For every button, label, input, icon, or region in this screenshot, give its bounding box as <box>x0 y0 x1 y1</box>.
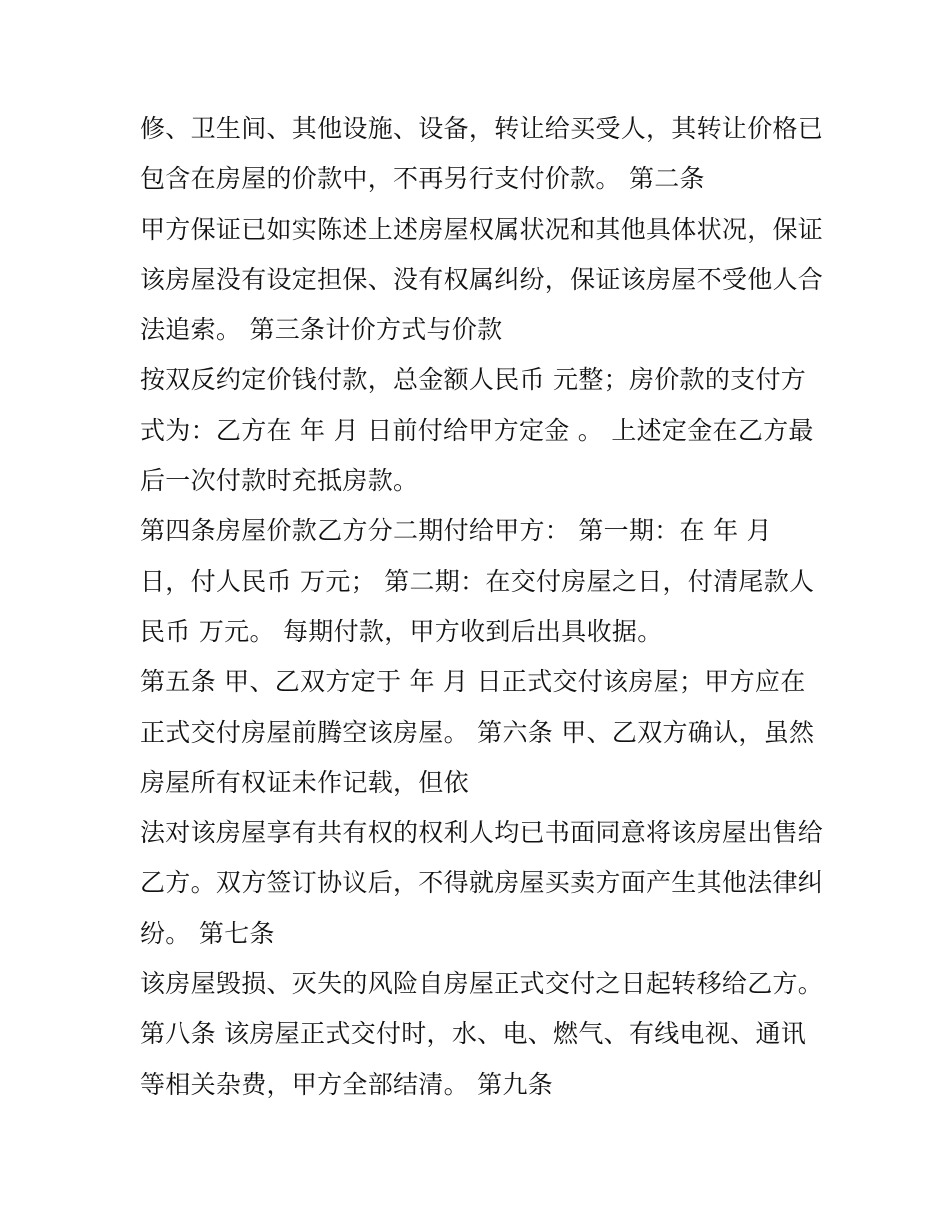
text-line: 该房屋没有设定担保、没有权属纠纷，保证该房屋不受他人合 <box>140 264 824 294</box>
text-line: 第五条 甲、乙双方定于 年 月 日正式交付该房屋；甲方应在 <box>140 667 806 697</box>
text-line: 甲方保证已如实陈述上述房屋权属状况和其他具体状况，保证 <box>140 214 824 244</box>
text-line: 法追索。 第三条计价方式与价款 <box>140 315 503 345</box>
text-line: 修、卫生间、其他设施、设备，转让给买受人，其转让价格已 <box>140 114 824 143</box>
text-line: 后一次付款时充抵房款。 <box>140 466 419 496</box>
text-line: 正式交付房屋前腾空该房屋。 第六条 甲、乙双方确认，虽然 <box>140 717 815 747</box>
text-line: 式为：乙方在 年 月 日前付给甲方定金 。 上述定金在乙方最 <box>140 415 814 445</box>
text-line: 第八条 该房屋正式交付时，水、电、燃气、有线电视、通讯 <box>140 1019 807 1049</box>
text-line: 该房屋毁损、灭失的风险自房屋正式交付之日起转移给乙方。 <box>140 969 824 999</box>
text-line: 包含在房屋的价款中，不再另行支付价款。 第二条 <box>140 164 705 194</box>
text-line: 乙方。双方签订协议后，不得就房屋买卖方面产生其他法律纠 <box>140 868 824 898</box>
text-line: 等相关杂费，甲方全部结清。 第九条 <box>140 1069 554 1099</box>
text-line: 房屋所有权证未作记载，但依 <box>140 767 469 797</box>
text-line: 民币 万元。 每期付款，甲方收到后出具收据。 <box>140 616 663 646</box>
text-line: 第四条房屋价款乙方分二期付给甲方： 第一期：在 年 月 <box>140 516 772 546</box>
text-line: 纷。 第七条 <box>140 918 275 948</box>
text-line: 日，付人民币 万元； 第二期：在交付房屋之日，付清尾款人 <box>140 566 815 596</box>
text-line: 按双反约定价钱付款，总金额人民币 元整；房价款的支付方 <box>140 365 807 395</box>
document-body <box>140 104 840 1110</box>
text-line: 法对该房屋享有共有权的权利人均已书面同意将该房屋出售给 <box>140 818 824 848</box>
